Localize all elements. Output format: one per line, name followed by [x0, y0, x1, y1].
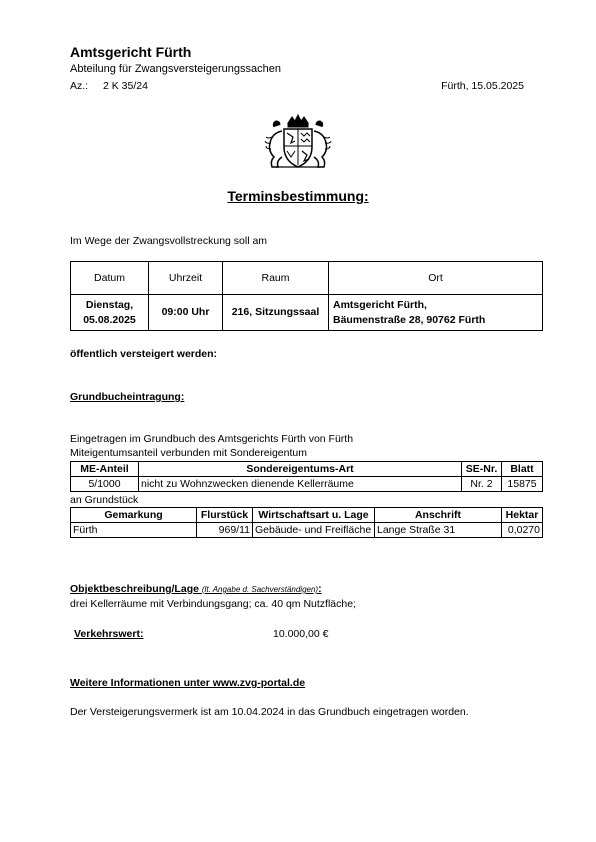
cell-wirtschaftsart: Gebäude- und Freifläche [253, 523, 375, 538]
object-heading-note: (lt. Angabe d. Sachverständigen) [201, 585, 319, 594]
register-note: Der Versteigerungsvermerk ist am 10.04.2024 in das Grundbuch eingetragen worden. [70, 706, 469, 718]
header-se-nr: SE-Nr. [462, 462, 502, 477]
cell-hektar: 0,0270 [502, 523, 543, 538]
intro-text: Im Wege der Zwangsvollstreckung soll am [70, 235, 268, 247]
table-row [71, 477, 543, 492]
bavarian-coat-of-arms-icon [262, 113, 334, 171]
cell-anschrift: Lange Straße 31 [375, 523, 502, 538]
department-name: Abteilung für Zwangsversteigerungssachen [70, 63, 281, 75]
header-gemarkung: Gemarkung [71, 508, 197, 523]
cell-datum [71, 295, 149, 331]
table-header-row [71, 462, 543, 477]
cell-gemarkung: Fürth [71, 523, 197, 538]
file-number: 2 K 35/24 [103, 80, 148, 92]
header-sondereigentum: Sondereigentums-Art [139, 462, 462, 477]
cell-flurstueck: 969/11 [197, 523, 253, 538]
land-register-line1: Eingetragen im Grundbuch des Amtsgerichts Fürth von Fürth [70, 433, 354, 445]
datum-date: 05.08.2025 [83, 313, 136, 326]
header-ort: Ort [329, 262, 543, 295]
auction-statement: öffentlich versteigert werden: [70, 348, 218, 360]
header-datum: Datum [71, 262, 149, 295]
object-heading-text: Objektbeschreibung/Lage [70, 583, 199, 595]
ort-line2: Bäumenstraße 28, 90762 Fürth [333, 313, 486, 326]
header-blatt: Blatt [502, 462, 543, 477]
land-register-line2: Miteigentumsanteil verbunden mit Sondereigentum [70, 447, 307, 459]
market-value: 10.000,00 € [273, 628, 329, 640]
court-name: Amtsgericht Fürth [70, 44, 192, 60]
header-me-anteil: ME-Anteil [71, 462, 139, 477]
table-row [71, 295, 543, 331]
header-wirtschaftsart: Wirtschaftsart u. Lage [253, 508, 375, 523]
cell-raum: 216, Sitzungssaal [223, 295, 329, 331]
appointment-table [70, 261, 543, 331]
cell-ort [329, 295, 543, 331]
header-flurstueck: Flurstück [197, 508, 253, 523]
parcel-label: an Grundstück [70, 494, 139, 506]
cell-se-nr: Nr. 2 [462, 477, 502, 492]
object-heading-colon: : [318, 583, 322, 595]
header-anschrift: Anschrift [375, 508, 502, 523]
co-ownership-table [70, 461, 543, 492]
file-number-label: Az.: [70, 80, 89, 92]
header-hektar: Hektar [502, 508, 543, 523]
table-row [71, 523, 543, 538]
page-title [0, 188, 596, 204]
page-title-text: Terminsbestimmung: [227, 188, 369, 204]
land-register-heading: Grundbucheintragung: [70, 391, 185, 403]
cell-blatt: 15875 [502, 477, 543, 492]
market-value-label: Verkehrswert: [74, 628, 144, 640]
header-uhrzeit: Uhrzeit [149, 262, 223, 295]
table-header-row [71, 262, 543, 295]
object-description-heading [70, 583, 322, 595]
header-raum: Raum [223, 262, 329, 295]
place-date: Fürth, 15.05.2025 [441, 80, 524, 92]
cell-me-anteil: 5/1000 [71, 477, 139, 492]
object-description: drei Kellerräume mit Verbindungsgang; ca. 40 qm Nutzfläche; [70, 598, 356, 610]
more-info-link-text: Weitere Informationen unter www.zvg-portal.de [70, 677, 306, 689]
cell-uhrzeit: 09:00 Uhr [149, 295, 223, 331]
cell-sondereigentum: nicht zu Wohnzwecken dienende Kellerräume [139, 477, 462, 492]
ort-line1: Amtsgericht Fürth, [333, 298, 427, 311]
table-header-row [71, 508, 543, 523]
datum-weekday: Dienstag, [85, 298, 134, 311]
parcel-table [70, 507, 543, 538]
